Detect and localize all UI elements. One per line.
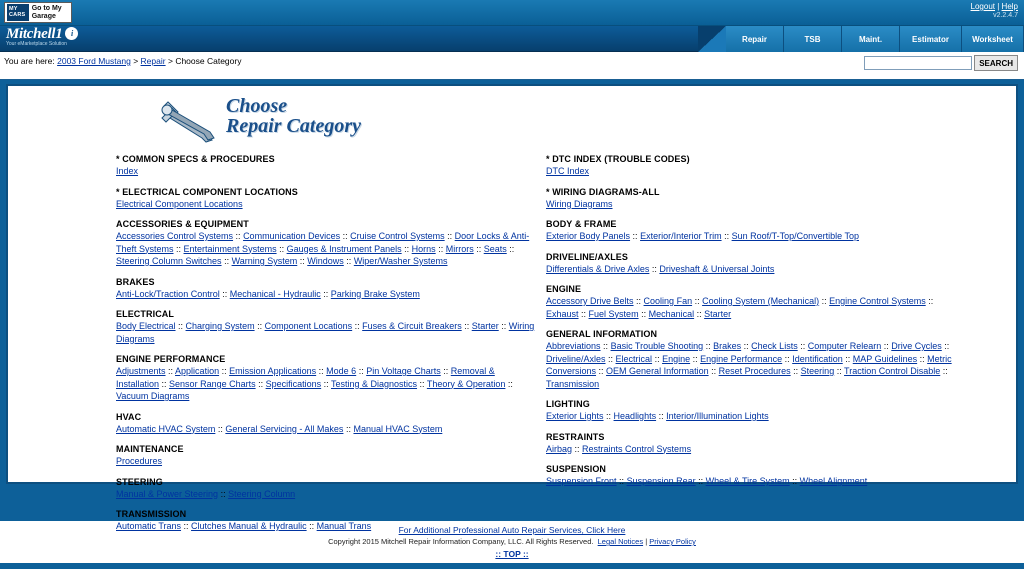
- category-link[interactable]: Engine: [662, 353, 691, 364]
- category-link[interactable]: Wiper/Washer Systems: [353, 256, 448, 266]
- category-link[interactable]: Wheel & Tire System: [705, 476, 790, 486]
- category-link[interactable]: Airbag: [546, 443, 573, 454]
- category-group: [546, 284, 966, 320]
- link-separator: ::: [181, 521, 192, 531]
- tab-worksheet[interactable]: Worksheet: [962, 26, 1024, 52]
- category-group: [116, 444, 536, 468]
- category-group-heading: GENERAL INFORMATION: [546, 329, 658, 339]
- category-link[interactable]: Component Locations: [264, 321, 353, 331]
- category-group-heading: ENGINE PERFORMANCE: [116, 354, 226, 364]
- breadcrumb-sep-2: >: [167, 56, 173, 66]
- link-separator: ::: [630, 231, 641, 241]
- category-group-links: [116, 423, 536, 436]
- top-bar-right: [971, 2, 1018, 19]
- link-separator: ::: [444, 231, 455, 241]
- category-link[interactable]: Entertainment Systems: [183, 243, 277, 254]
- link-separator: ::: [692, 296, 703, 306]
- link-separator: ::: [435, 243, 446, 254]
- category-link[interactable]: Vacuum Diagrams: [116, 391, 190, 401]
- category-link[interactable]: Manual & Power Steering: [116, 488, 219, 499]
- link-separator: ::: [316, 366, 327, 376]
- category-link[interactable]: Adjustments: [116, 366, 166, 376]
- category-link[interactable]: Exterior/Interior Trim: [640, 231, 722, 241]
- link-separator: ::: [219, 366, 230, 376]
- link-separator: ::: [440, 366, 451, 376]
- category-link[interactable]: Interior/Illumination Lights: [666, 411, 769, 421]
- category-link[interactable]: Testing & Diagnostics: [330, 378, 418, 389]
- category-group-heading: BODY & FRAME: [546, 219, 617, 229]
- category-link[interactable]: Mirrors: [445, 243, 474, 254]
- category-link[interactable]: Starter: [704, 308, 732, 319]
- go-to-my-garage-label: Go to My Garage: [31, 5, 62, 20]
- category-link[interactable]: Abbreviations: [546, 341, 601, 351]
- category-group-links: [116, 455, 536, 468]
- category-link[interactable]: Starter: [471, 321, 499, 331]
- category-group-heading: TRANSMISSION: [116, 509, 187, 519]
- category-link[interactable]: Transmission: [546, 378, 600, 389]
- link-separator: ::: [941, 341, 950, 351]
- category-group: [116, 354, 536, 403]
- link-separator: ::: [572, 443, 583, 454]
- category-group-links: [116, 320, 536, 345]
- category-group-heading: DRIVELINE/AXLES: [546, 251, 629, 262]
- breadcrumb-sep-1: >: [133, 56, 139, 66]
- category-group: [546, 399, 966, 423]
- category-link[interactable]: Specifications: [265, 378, 322, 389]
- category-link[interactable]: Brakes: [713, 341, 742, 351]
- category-link[interactable]: Windows: [307, 256, 344, 266]
- logo-tagline: Your eMarketplace Solution: [6, 41, 67, 47]
- category-group-heading: ELECTRICAL: [116, 309, 174, 319]
- link-separator: ::: [925, 296, 934, 306]
- link-separator: ::: [656, 411, 667, 421]
- category-link[interactable]: Mechanical - Hydraulic: [229, 288, 321, 299]
- page-title-area: [8, 86, 1016, 146]
- breadcrumb: [4, 56, 241, 66]
- category-link[interactable]: General Servicing - All Makes: [225, 423, 344, 434]
- category-link[interactable]: Fuses & Circuit Breakers: [362, 321, 462, 331]
- category-group-heading: * ELECTRICAL COMPONENT LOCATIONS: [116, 186, 298, 197]
- link-separator: ::: [616, 476, 627, 486]
- category-group-links: [116, 288, 536, 301]
- link-separator: ::: [842, 353, 853, 364]
- category-group-heading: BRAKES: [116, 276, 155, 287]
- link-separator: ::: [321, 378, 331, 389]
- link-separator: ::: [233, 231, 244, 241]
- link-separator: ::: [690, 353, 701, 364]
- link-separator: ::: [297, 256, 308, 266]
- category-link[interactable]: Wiring Diagrams: [546, 198, 613, 209]
- category-link[interactable]: MAP Guidelines: [852, 353, 918, 364]
- category-group-links: [546, 230, 966, 243]
- category-link[interactable]: Application: [175, 366, 220, 376]
- category-link[interactable]: Engine Performance: [700, 353, 783, 364]
- category-link[interactable]: Engine Control Systems: [829, 296, 926, 306]
- category-group: [116, 309, 536, 345]
- search-area: [864, 55, 1018, 71]
- category-link[interactable]: Charging System: [185, 321, 255, 331]
- category-group-links: [116, 365, 536, 403]
- category-link[interactable]: Wiring Diagrams: [116, 321, 535, 344]
- category-columns: [8, 146, 1016, 542]
- link-separator: ::: [352, 321, 363, 331]
- category-link[interactable]: Suspension Front: [546, 476, 617, 486]
- nav-tabs: [698, 26, 1024, 52]
- category-link[interactable]: Seats: [483, 243, 507, 254]
- link-separator: ::: [221, 256, 232, 266]
- category-link[interactable]: OEM General Information: [606, 366, 709, 376]
- footer-divider: |: [645, 537, 648, 546]
- category-group: [116, 509, 536, 533]
- category-link[interactable]: Pin Voltage Charts: [366, 366, 441, 376]
- legal-notices-link[interactable]: Legal Notices: [597, 537, 644, 546]
- logo-badge-icon: i: [65, 27, 78, 40]
- category-group-heading: RESTRAINTS: [546, 431, 605, 442]
- category-link[interactable]: Driveshaft & Universal Joints: [659, 263, 775, 274]
- bottom-blue-bar: [0, 563, 1024, 569]
- link-separator: ::: [819, 296, 830, 306]
- link-separator: ::: [649, 263, 660, 274]
- link-separator: ::: [498, 321, 509, 331]
- category-group: [116, 154, 536, 178]
- category-group-links: [116, 520, 536, 533]
- category-link[interactable]: Accessories Control Systems: [116, 231, 234, 241]
- category-group-links: [116, 230, 536, 268]
- category-link[interactable]: Metric Conversions: [546, 353, 952, 376]
- category-group: [116, 277, 536, 301]
- category-link[interactable]: Sensor Range Charts: [169, 378, 256, 389]
- category-group-links: [546, 475, 966, 488]
- category-group-links: [546, 443, 966, 456]
- category-link[interactable]: Mode 6: [326, 366, 357, 376]
- category-group: [546, 219, 966, 243]
- category-link[interactable]: Index: [116, 166, 139, 176]
- category-link[interactable]: Manual HVAC System: [353, 423, 443, 434]
- link-separator: ::: [401, 243, 412, 254]
- category-link[interactable]: Gauges & Instrument Panels: [286, 243, 402, 254]
- category-group: [546, 464, 966, 488]
- wrench-icon: [158, 98, 220, 144]
- category-link[interactable]: Identification: [792, 353, 843, 364]
- category-group-heading: * WIRING DIAGRAMS-ALL: [546, 186, 660, 197]
- category-group-heading: MAINTENANCE: [116, 444, 184, 454]
- breadcrumb-current: Choose Category: [175, 56, 242, 66]
- link-separator: ::: [797, 341, 808, 351]
- category-link[interactable]: Restraints Control Systems: [582, 443, 692, 454]
- category-group-links: [546, 410, 966, 423]
- category-link[interactable]: Electrical Component Locations: [116, 198, 243, 209]
- category-group: [116, 187, 536, 211]
- category-group-heading: ENGINE: [546, 284, 582, 294]
- link-separator: ::: [917, 353, 928, 364]
- category-link[interactable]: Manual Trans: [316, 521, 372, 531]
- link-separator: ::: [473, 243, 484, 254]
- pro-services-link[interactable]: For Additional Professional Auto Repair Services, Click Here: [398, 525, 626, 535]
- link-separator: ::: [343, 423, 354, 434]
- category-link[interactable]: Anti-Lock/Traction Control: [116, 288, 220, 299]
- category-link[interactable]: Driveline/Axles: [546, 353, 606, 364]
- left-column: [116, 154, 546, 542]
- link-separator: ::: [340, 231, 351, 241]
- category-link[interactable]: Sun Roof/T-Top/Convertible Top: [731, 231, 859, 241]
- category-group-links: [116, 488, 536, 501]
- topbar-divider: |: [997, 2, 1000, 11]
- category-link[interactable]: Automatic Trans: [116, 521, 182, 531]
- category-group-links: [546, 165, 966, 178]
- category-link[interactable]: Procedures: [116, 456, 163, 466]
- top-bar: [0, 0, 1024, 26]
- category-link[interactable]: Removal & Installation: [116, 366, 495, 389]
- link-separator: ::: [254, 321, 265, 331]
- breadcrumb-vehicle-link[interactable]: 2003 Ford Mustang: [57, 56, 131, 66]
- category-group-heading: SUSPENSION: [546, 464, 607, 474]
- category-link[interactable]: Steering Column Switches: [116, 256, 222, 266]
- link-separator: ::: [603, 411, 614, 421]
- category-link[interactable]: Emission Applications: [229, 366, 317, 376]
- category-link[interactable]: Exterior Lights: [546, 411, 604, 421]
- logout-link[interactable]: Logout: [970, 2, 995, 11]
- privacy-policy-link[interactable]: Privacy Policy: [649, 537, 696, 546]
- category-group-heading: LIGHTING: [546, 399, 590, 409]
- category-group: [546, 329, 966, 390]
- tab-repair[interactable]: Repair: [726, 26, 784, 52]
- back-to-top-link[interactable]: :: TOP ::: [495, 549, 529, 559]
- link-separator: ::: [708, 366, 719, 376]
- link-separator: ::: [417, 378, 427, 389]
- nav-slant-decoration: [698, 26, 726, 52]
- link-separator: ::: [596, 366, 607, 376]
- category-group-heading: ACCESSORIES & EQUIPMENT: [116, 219, 249, 229]
- category-link[interactable]: Communication Devices: [243, 231, 341, 241]
- my-cars-label: MY CARS: [7, 4, 29, 22]
- category-link[interactable]: Headlights: [613, 411, 657, 421]
- category-link[interactable]: Steering: [800, 366, 835, 376]
- category-link[interactable]: Exhaust: [546, 308, 579, 319]
- category-link[interactable]: Body Electrical: [116, 321, 176, 331]
- link-separator: ::: [218, 488, 229, 499]
- breadcrumb-prefix: You are here:: [4, 56, 55, 66]
- link-separator: ::: [578, 308, 589, 319]
- link-separator: ::: [741, 341, 752, 351]
- category-link[interactable]: Warning System: [231, 256, 298, 266]
- link-separator: ::: [789, 476, 800, 486]
- link-separator: ::: [703, 341, 714, 351]
- link-separator: ::: [215, 423, 226, 434]
- category-group-links: [546, 340, 966, 390]
- link-separator: ::: [255, 378, 266, 389]
- tab-estimator[interactable]: Estimator: [900, 26, 962, 52]
- mitchell1-logo: [6, 27, 78, 47]
- category-group-heading: * DTC INDEX (TROUBLE CODES): [546, 154, 690, 164]
- category-group-links: [546, 198, 966, 211]
- category-link[interactable]: Theory & Operation: [426, 378, 506, 389]
- link-separator: ::: [505, 378, 513, 389]
- link-separator: ::: [605, 353, 616, 364]
- category-link[interactable]: Traction Control Disable: [844, 366, 941, 376]
- link-separator: ::: [175, 321, 186, 331]
- category-link[interactable]: Door Locks & Anti-Theft Systems: [116, 231, 530, 254]
- page-title-line-1: Choose: [226, 95, 288, 117]
- link-separator: ::: [173, 243, 184, 254]
- category-link[interactable]: Differentials & Drive Axles: [546, 263, 650, 274]
- link-separator: ::: [461, 321, 472, 331]
- logo-name: Mitchell1: [6, 26, 63, 42]
- link-separator: ::: [306, 521, 317, 531]
- category-link[interactable]: Accessory Drive Belts: [546, 296, 634, 306]
- link-separator: ::: [159, 378, 170, 389]
- help-link[interactable]: Help: [1001, 2, 1018, 11]
- link-separator: ::: [881, 341, 892, 351]
- link-separator: ::: [506, 243, 515, 254]
- page-title-line-2: Repair Category: [226, 115, 361, 137]
- category-group-heading: STEERING: [116, 476, 163, 487]
- category-link[interactable]: Check Lists: [751, 341, 798, 351]
- search-input[interactable]: [864, 56, 972, 70]
- my-garage-button[interactable]: [4, 2, 72, 23]
- category-link[interactable]: Exterior Body Panels: [546, 231, 631, 241]
- category-group: [546, 252, 966, 276]
- page-title: [226, 96, 361, 136]
- category-group-heading: HVAC: [116, 411, 142, 422]
- link-separator: ::: [721, 231, 732, 241]
- breadcrumb-repair-link[interactable]: Repair: [140, 56, 166, 66]
- link-separator: ::: [276, 243, 287, 254]
- link-separator: ::: [600, 341, 611, 351]
- link-separator: ::: [834, 366, 845, 376]
- category-link[interactable]: Cruise Control Systems: [350, 231, 445, 241]
- nav-bar: [0, 26, 1024, 52]
- category-link[interactable]: Drive Cycles: [891, 341, 942, 351]
- category-link[interactable]: Electrical: [615, 353, 653, 364]
- link-separator: ::: [694, 308, 705, 319]
- link-separator: ::: [633, 296, 644, 306]
- category-group: [546, 187, 966, 211]
- tab-maint[interactable]: Maint.: [842, 26, 900, 52]
- category-link[interactable]: Automatic HVAC System: [116, 423, 216, 434]
- category-group-links: [116, 165, 536, 178]
- link-separator: ::: [165, 366, 176, 376]
- link-separator: ::: [940, 366, 948, 376]
- link-separator: ::: [343, 256, 354, 266]
- link-separator: ::: [356, 366, 367, 376]
- link-separator: ::: [790, 366, 801, 376]
- category-group: [546, 432, 966, 456]
- category-group-heading: * COMMON SPECS & PROCEDURES: [116, 154, 275, 164]
- category-link[interactable]: Fuel System: [588, 308, 639, 319]
- link-separator: ::: [219, 288, 230, 299]
- category-group: [116, 477, 536, 501]
- category-group: [546, 154, 966, 178]
- category-link[interactable]: Reset Procedures: [718, 366, 791, 376]
- search-button[interactable]: SEARCH: [974, 55, 1018, 71]
- category-link[interactable]: Cooling System (Mechanical): [702, 296, 820, 306]
- category-link[interactable]: Basic Trouble Shooting: [610, 341, 704, 351]
- link-separator: ::: [638, 308, 649, 319]
- link-separator: ::: [782, 353, 793, 364]
- category-link[interactable]: Mechanical: [648, 308, 695, 319]
- category-link[interactable]: Computer Relearn: [807, 341, 882, 351]
- right-column: [546, 154, 976, 542]
- copyright-text: Copyright 2015 Mitchell Repair Information Company, LLC. All Rights Reserved.: [328, 537, 594, 546]
- version-label: v2.2.4.7: [993, 12, 1018, 19]
- category-link[interactable]: Suspension Rear: [626, 476, 696, 486]
- tab-tsb[interactable]: TSB: [784, 26, 842, 52]
- category-link[interactable]: DTC Index: [546, 166, 590, 176]
- category-link[interactable]: Steering Column: [228, 488, 296, 499]
- category-link[interactable]: Wheel Alignment: [799, 476, 868, 486]
- link-separator: ::: [652, 353, 663, 364]
- category-link[interactable]: Parking Brake System: [330, 288, 420, 299]
- category-group-links: [546, 295, 966, 320]
- category-link[interactable]: Horns: [411, 243, 436, 254]
- link-separator: ::: [695, 476, 706, 486]
- link-separator: ::: [320, 288, 331, 299]
- category-group: [116, 412, 536, 436]
- category-group: [116, 219, 536, 268]
- category-group-links: [546, 263, 966, 276]
- breadcrumb-bar: [0, 52, 1024, 80]
- category-group-links: [116, 198, 536, 211]
- category-link[interactable]: Clutches Manual & Hydraulic: [191, 521, 307, 531]
- category-link[interactable]: Cooling Fan: [643, 296, 693, 306]
